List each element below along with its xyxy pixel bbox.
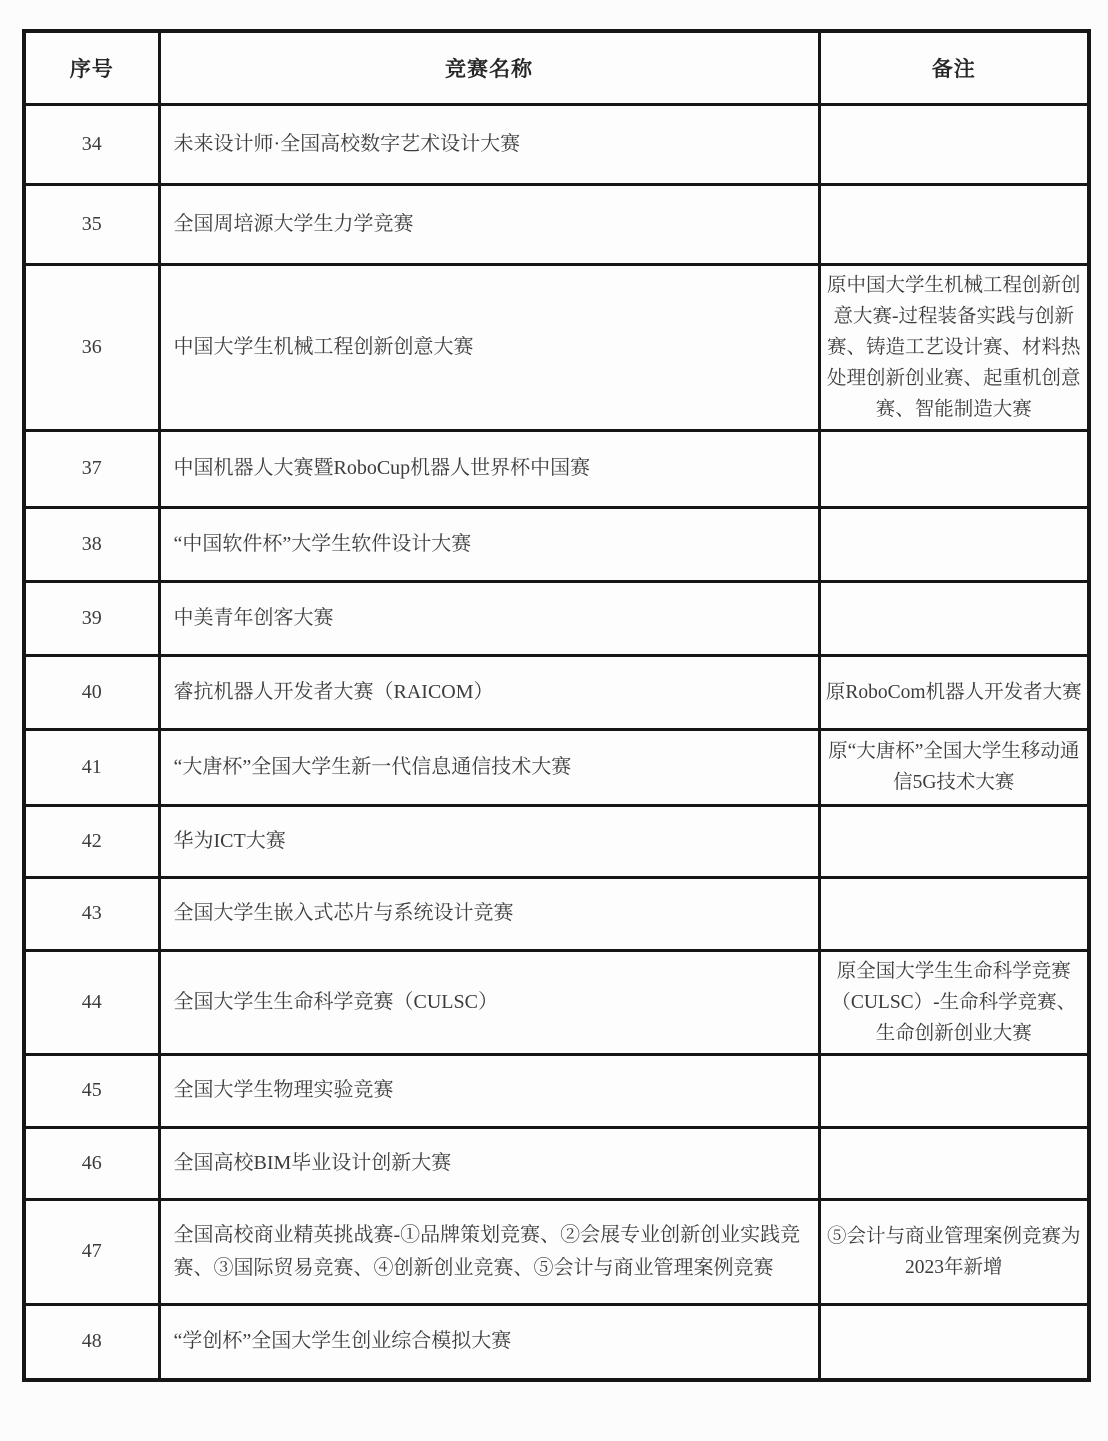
row-no: 38	[24, 507, 159, 581]
competition-name: 全国周培源大学生力学竞赛	[159, 184, 819, 264]
row-no: 35	[24, 184, 159, 264]
table-row	[24, 507, 1089, 581]
header-name: 竞赛名称	[159, 31, 819, 104]
row-no: 41	[24, 729, 159, 805]
competition-name: 中美青年创客大赛	[159, 581, 819, 655]
row-no: 47	[24, 1199, 159, 1304]
row-no: 46	[24, 1127, 159, 1199]
table-header-row	[24, 31, 1089, 104]
row-no: 37	[24, 430, 159, 507]
row-no: 44	[24, 950, 159, 1054]
table-row	[24, 184, 1089, 264]
remark	[819, 1127, 1089, 1199]
competition-name: 未来设计师·全国高校数字艺术设计大赛	[159, 104, 819, 184]
remark	[819, 507, 1089, 581]
row-no: 39	[24, 581, 159, 655]
table-row	[24, 104, 1089, 184]
row-no: 42	[24, 805, 159, 877]
remark: 原全国大学生生命科学竞赛（CULSC）-生命科学竞赛、生命创新创业大赛	[819, 950, 1089, 1054]
remark	[819, 184, 1089, 264]
table-row	[24, 1054, 1089, 1127]
competition-name: 全国大学生物理实验竞赛	[159, 1054, 819, 1127]
competition-name: 华为ICT大赛	[159, 805, 819, 877]
row-no: 45	[24, 1054, 159, 1127]
row-no: 43	[24, 877, 159, 950]
table-row	[24, 264, 1089, 430]
remark	[819, 430, 1089, 507]
remark	[819, 581, 1089, 655]
remark: 原“大唐杯”全国大学生移动通信5G技术大赛	[819, 729, 1089, 805]
competition-table	[22, 29, 1091, 1382]
table-row	[24, 655, 1089, 729]
row-no: 48	[24, 1304, 159, 1380]
table-row	[24, 877, 1089, 950]
competition-name: 全国大学生生命科学竞赛（CULSC）	[159, 950, 819, 1054]
table-row	[24, 950, 1089, 1054]
competition-name: 全国高校BIM毕业设计创新大赛	[159, 1127, 819, 1199]
competition-name: 中国机器人大赛暨RoboCup机器人世界杯中国赛	[159, 430, 819, 507]
competition-name: 中国大学生机械工程创新创意大赛	[159, 264, 819, 430]
remark: 原RoboCom机器人开发者大赛	[819, 655, 1089, 729]
remark	[819, 104, 1089, 184]
table-row	[24, 805, 1089, 877]
row-no: 34	[24, 104, 159, 184]
remark: 原中国大学生机械工程创新创意大赛-过程装备实践与创新赛、铸造工艺设计赛、材料热处理创新创业赛、起重机创意赛、智能制造大赛	[819, 264, 1089, 430]
competition-name: 睿抗机器人开发者大赛（RAICOM）	[159, 655, 819, 729]
competition-name: 全国大学生嵌入式芯片与系统设计竞赛	[159, 877, 819, 950]
remark: ⑤会计与商业管理案例竞赛为2023年新增	[819, 1199, 1089, 1304]
remark	[819, 805, 1089, 877]
table-row	[24, 729, 1089, 805]
competition-name: 全国高校商业精英挑战赛-①品牌策划竞赛、②会展专业创新创业实践竞赛、③国际贸易竞赛、④创新创业竞赛、⑤会计与商业管理案例竞赛	[159, 1199, 819, 1304]
row-no: 36	[24, 264, 159, 430]
competition-name: “中国软件杯”大学生软件设计大赛	[159, 507, 819, 581]
table-row	[24, 430, 1089, 507]
header-remark: 备注	[819, 31, 1089, 104]
table-row	[24, 1304, 1089, 1380]
table-row	[24, 1127, 1089, 1199]
competition-name: “学创杯”全国大学生创业综合模拟大赛	[159, 1304, 819, 1380]
competition-name: “大唐杯”全国大学生新一代信息通信技术大赛	[159, 729, 819, 805]
remark	[819, 877, 1089, 950]
remark	[819, 1054, 1089, 1127]
remark	[819, 1304, 1089, 1380]
header-no: 序号	[24, 31, 159, 104]
table-row	[24, 581, 1089, 655]
table-row	[24, 1199, 1089, 1304]
row-no: 40	[24, 655, 159, 729]
